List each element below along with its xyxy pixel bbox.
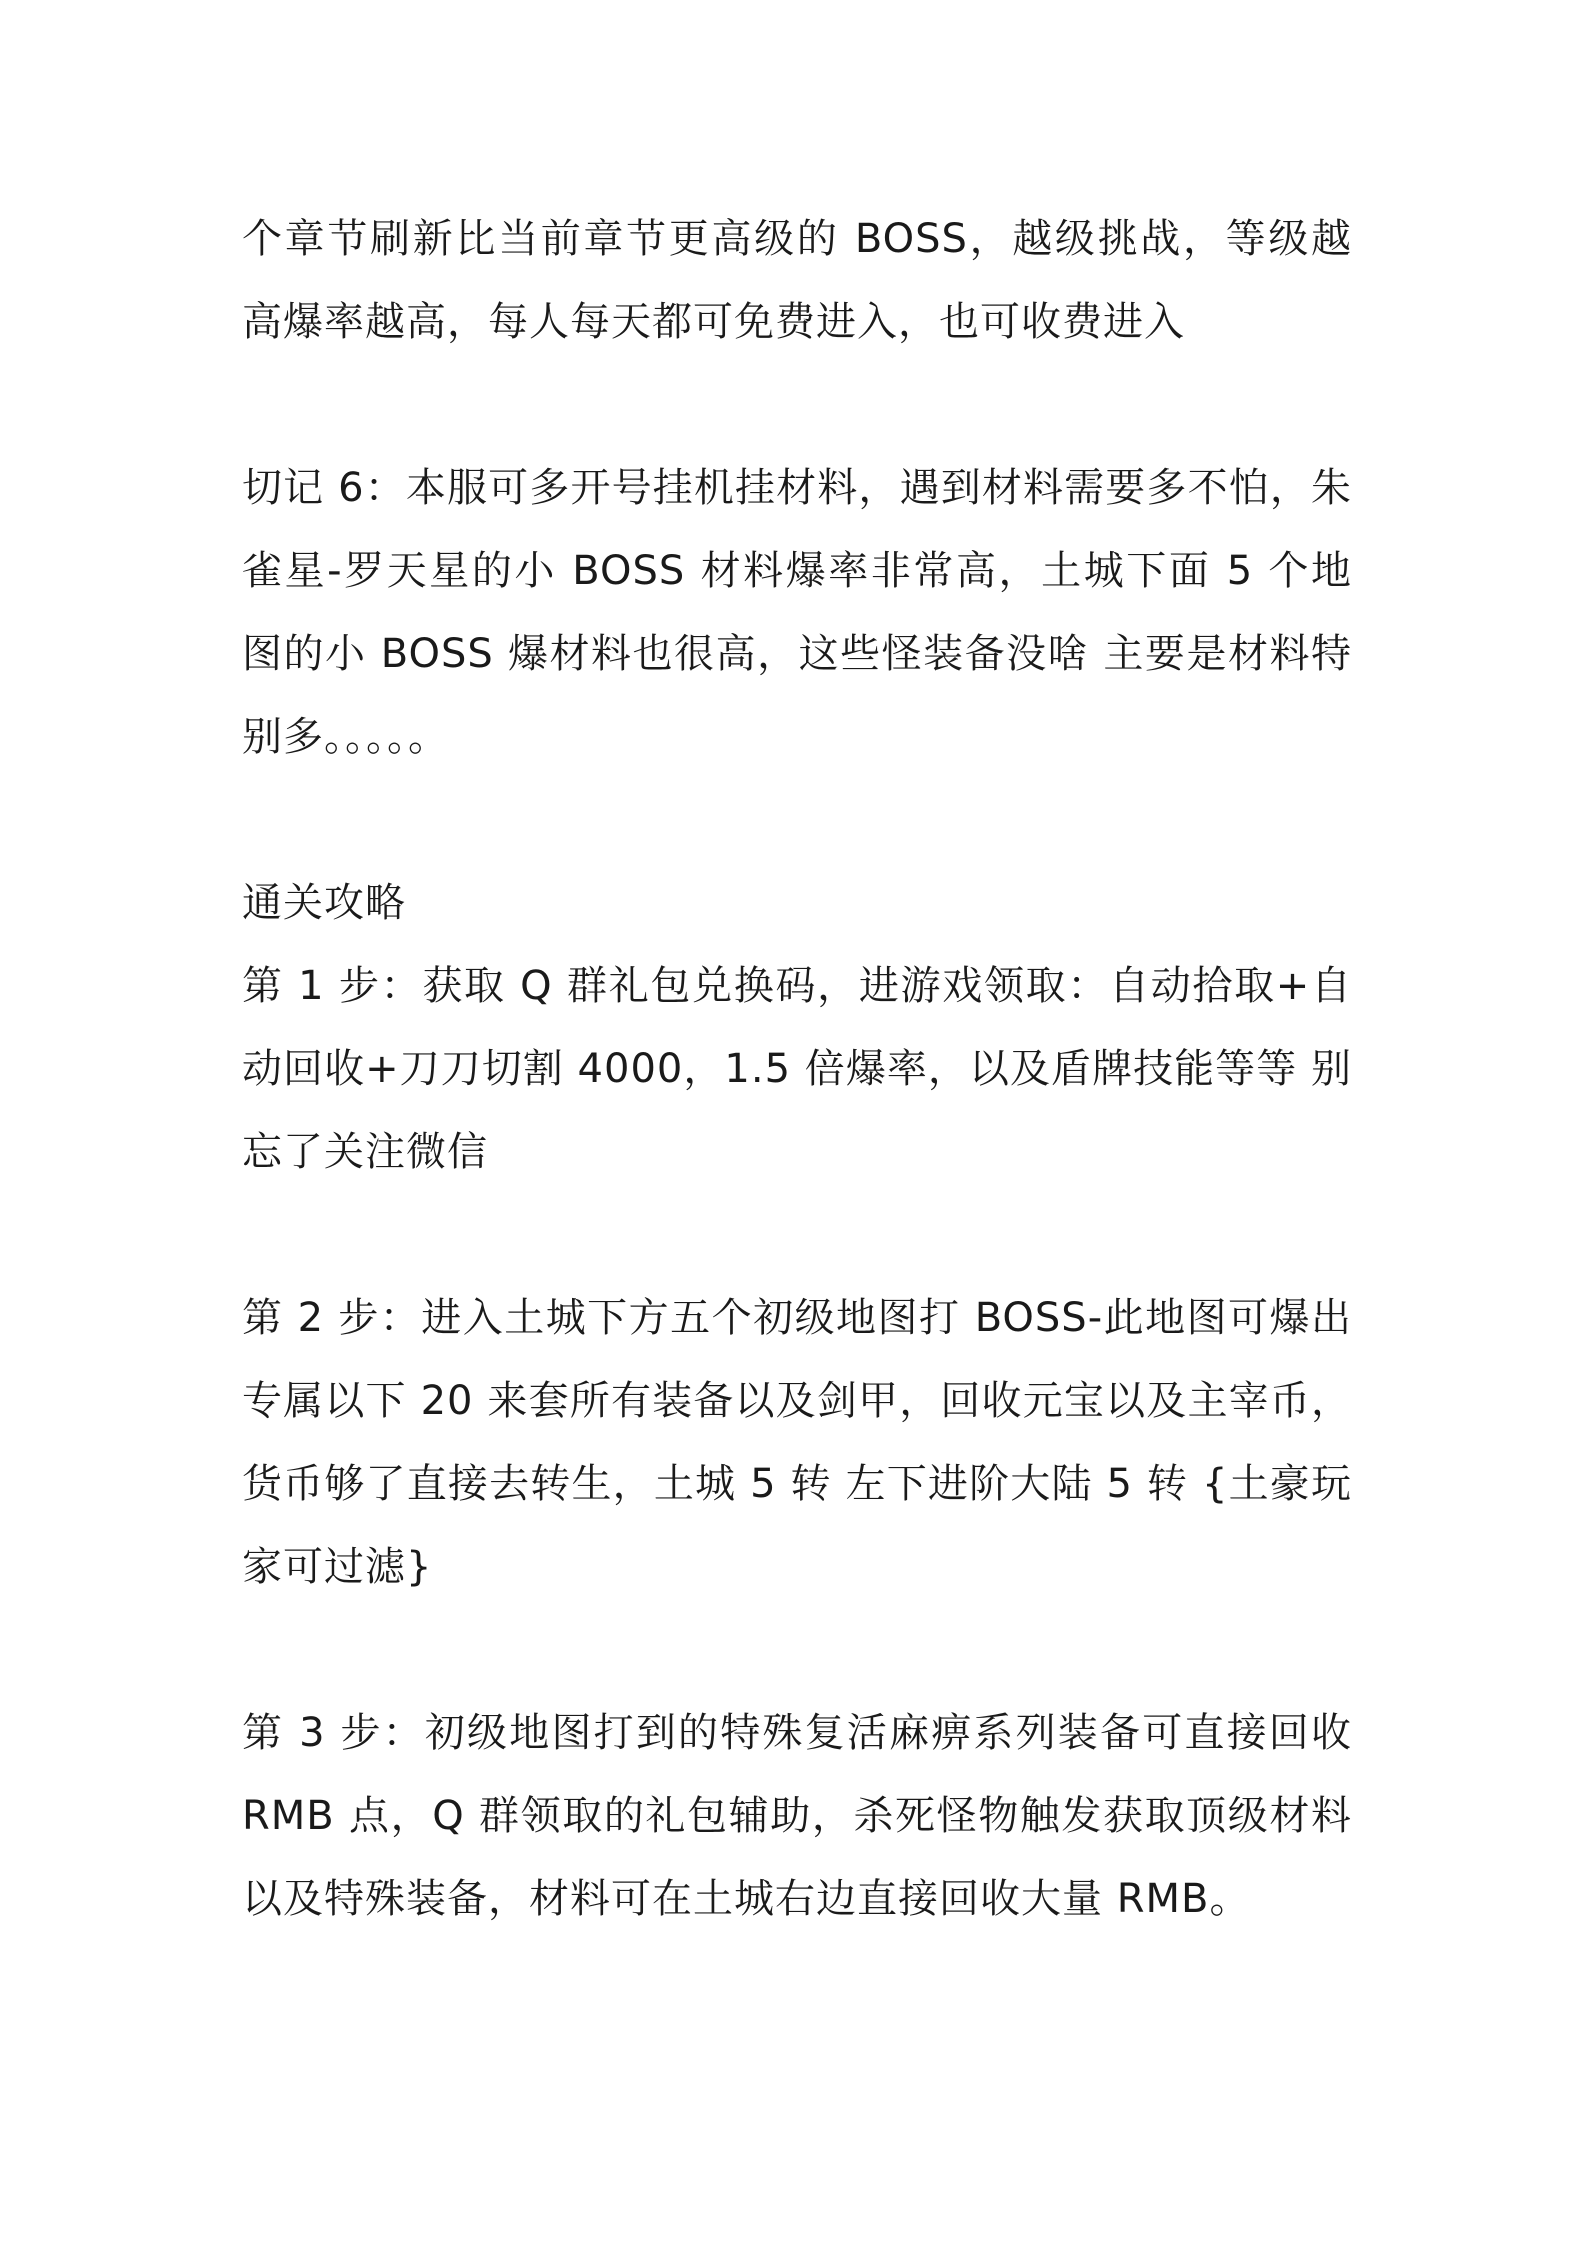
paragraph-boss-challenge: 个章节刷新比当前章节更高级的 BOSS，越级挑战，等级越高爆率越高，每人每天都可免费进入，也可收费进入 — [242, 216, 1352, 345]
paragraph-tip-6: 切记 6：本服可多开号挂机挂材料，遇到材料需要多不怕，朱雀星-罗天星的小 BOSS 材料爆率非常高，土城下面 5 个地图的小 BOSS 爆材料也很高，这些怪装备没啥 主要是材料特别多。。。。。 — [242, 465, 1352, 760]
paragraph-spacer — [242, 1609, 1352, 1692]
paragraph-spacer — [242, 1194, 1352, 1277]
paragraph-spacer — [242, 779, 1352, 862]
document-body — [242, 198, 1352, 1941]
paragraph-spacer — [242, 364, 1352, 447]
paragraph-step-3: 第 3 步：初级地图打到的特殊复活麻痹系列装备可直接回收 RMB 点，Q 群领取的礼包辅助，杀死怪物触发获取顶级材料以及特殊装备，材料可在土城右边直接回收大量 RMB。 — [242, 1710, 1352, 1922]
section-heading-walkthrough: 通关攻略 — [242, 880, 406, 926]
paragraph-step-2: 第 2 步：进入土城下方五个初级地图打 BOSS-此地图可爆出专属以下 20 来套所有装备以及剑甲，回收元宝以及主宰币，货币够了直接去转生，土城 5 转 左下进阶大陆 5 转 {土豪玩家可过滤} — [242, 1295, 1352, 1590]
paragraph-step-1: 第 1 步：获取 Q 群礼包兑换码，进游戏领取：自动拾取+自动回收+刀刀切割 4000，1.5 倍爆率，以及盾牌技能等等 别忘了关注微信 — [242, 963, 1352, 1175]
